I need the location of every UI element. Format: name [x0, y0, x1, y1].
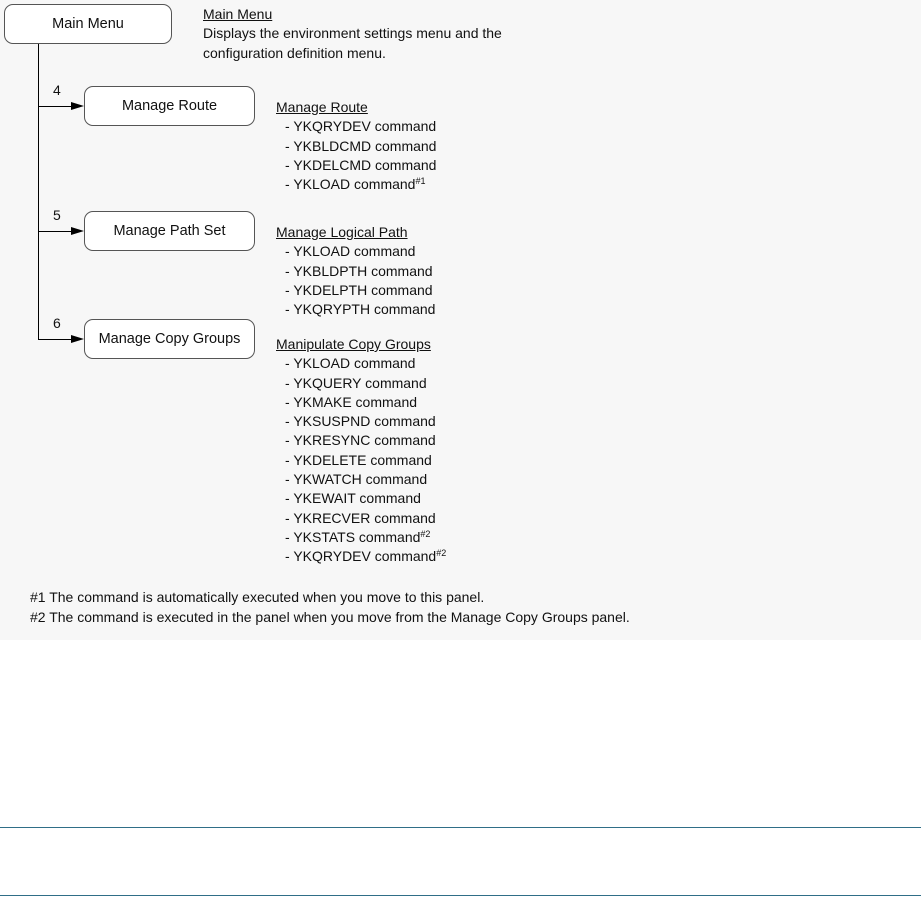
command-item: - YKLOAD command — [285, 242, 435, 261]
manage-route-command-list — [276, 117, 436, 194]
connector-path-set — [38, 231, 73, 232]
command-item: - YKEWAIT command — [285, 489, 446, 508]
main-menu-description — [203, 5, 502, 63]
command-item: - YKRECVER command — [285, 509, 446, 528]
command-item: - YKMAKE command — [285, 393, 446, 412]
footnote-marker: #2 — [436, 548, 447, 559]
copy-groups-description — [276, 335, 446, 567]
command-item: - YKDELCMD command — [285, 156, 436, 175]
arrowhead-path-set — [71, 227, 84, 235]
footnote-marker: #2 — [420, 528, 431, 539]
manage-path-set-box: Manage Path Set — [84, 211, 255, 251]
command-item: - YKLOAD command — [285, 354, 446, 373]
footnote-2: #2 The command is executed in the panel when you move from the Manage Copy Groups panel. — [30, 608, 630, 625]
command-item: - YKSUSPND command — [285, 412, 446, 431]
copy-groups-command-list — [276, 354, 446, 566]
connector-trunk — [38, 44, 39, 340]
manage-route-box: Manage Route — [84, 86, 255, 126]
manage-route-heading: Manage Route — [276, 99, 368, 115]
command-item: - YKDELPTH command — [285, 281, 435, 300]
footnote-marker: #1 — [415, 176, 426, 187]
arrowhead-copy-groups — [71, 335, 84, 343]
command-item: - YKBLDCMD command — [285, 137, 436, 156]
manage-path-command-list — [276, 242, 435, 319]
command-item: - YKWATCH command — [285, 470, 446, 489]
divider-bottom — [0, 895, 921, 896]
connector-route — [38, 106, 73, 107]
command-item: - YKQRYDEV command$^{\#2}$ — [285, 547, 446, 566]
footnotes — [30, 588, 630, 627]
manage-copy-groups-box: Manage Copy Groups — [84, 319, 255, 359]
command-item: - YKSTATS command$^{\#2}$ — [285, 528, 446, 547]
connector-copy-groups — [38, 339, 73, 340]
command-item: - YKQRYDEV command — [285, 117, 436, 136]
command-item: - YKDELETE command — [285, 451, 446, 470]
branch-number-route: 4 — [53, 82, 61, 98]
command-item: - YKLOAD command$^{\#1}$ — [285, 175, 436, 194]
main-menu-description-heading: Main Menu — [203, 6, 273, 22]
command-item: - YKQUERY command — [285, 374, 446, 393]
command-item: - YKBLDPTH command — [285, 262, 435, 281]
manage-logical-path-heading: Manage Logical Path — [276, 224, 408, 240]
branch-number-copy-groups: 6 — [53, 315, 61, 331]
command-item: - YKRESYNC command — [285, 431, 446, 450]
branch-number-path-set: 5 — [53, 207, 61, 223]
manage-path-description — [276, 223, 435, 319]
main-menu-box: Main Menu — [4, 4, 172, 44]
manage-route-description — [276, 98, 436, 194]
arrowhead-route — [71, 102, 84, 110]
description-line: Displays the environment settings menu and the — [203, 25, 502, 42]
footnote-1: #1 The command is automatically executed when you move to this panel. — [30, 589, 485, 605]
divider-top — [0, 827, 921, 828]
manipulate-copy-groups-heading: Manipulate Copy Groups — [276, 336, 431, 352]
command-item: - YKQRYPTH command — [285, 300, 435, 319]
description-line: configuration definition menu. — [203, 44, 386, 61]
